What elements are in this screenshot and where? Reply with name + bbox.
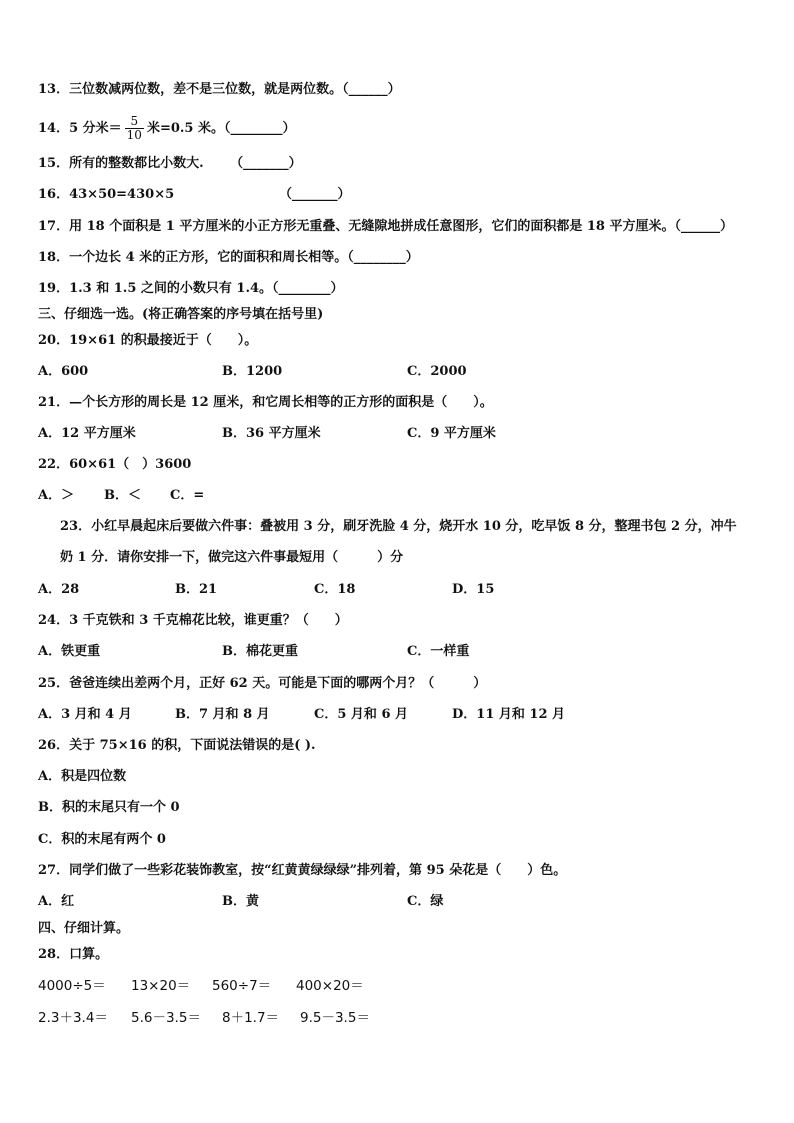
q20-option-a: A．600 (38, 364, 89, 379)
q20-option-c: C．2000 (407, 364, 467, 379)
fraction-denominator: 10 (126, 128, 142, 142)
q27-option-b: B．黄 (222, 894, 259, 909)
calc-item: 4000÷5＝ (38, 978, 106, 994)
q25-option-a: A．3 月和 4 月 (38, 707, 132, 722)
question-26: 26．关于 75×16 的积，下面说法错误的是( ). (38, 738, 316, 753)
question-16-text: 16．43×50=430×5 (38, 187, 175, 202)
question-14-suffix: 米=0.5 米。（________） (146, 121, 296, 136)
question-18: 18．一个边长 4 米的正方形，它的面积和周长相等。（________） (38, 250, 419, 265)
q23-option-d: D．15 (452, 582, 495, 597)
question-22: 22．60×61（ ）3600 (38, 457, 192, 472)
calc-item: 8＋1.7＝ (222, 1010, 280, 1026)
q21-option-a: A．12 平方厘米 (38, 426, 136, 441)
section-3-title: 三、仔细选一选。(将正确答案的序号填在括号里) (38, 307, 324, 322)
calc-item: 560÷7＝ (212, 978, 272, 994)
question-19: 19．1.3 和 1.5 之间的小数只有 1.4。（________） (38, 281, 344, 296)
q24-option-a: A．铁更重 (38, 644, 101, 659)
q23-option-a: A．28 (38, 582, 80, 597)
q25-option-c: C．5 月和 6 月 (314, 707, 409, 722)
question-28: 28．口算。 (38, 947, 109, 962)
q26-option-a: A．积是四位数 (38, 769, 127, 784)
question-13: 13．三位数减两位数，差不是三位数，就是两位数。（______） (38, 82, 401, 97)
q21-option-b: B．36 平方厘米 (222, 426, 321, 441)
question-20: 20．19×61 的积最接近于（ ）。 (38, 333, 258, 348)
q21-option-c: C．9 平方厘米 (407, 426, 496, 441)
question-15 (38, 156, 302, 172)
question-23-line-2: 奶 1 分．请你安排一下，做完这六件事最短用（ ）分 (60, 550, 404, 565)
q22-option-a: A．＞ (38, 488, 75, 503)
question-23-line-1: 23．小红早晨起床后要做六件事：叠被用 3 分，刷牙洗脸 4 分，烧开水 10 分，吃早饭 8 分，整理书包 2 分，冲牛 (60, 519, 737, 534)
question-16-answer-blank: （_______） (279, 187, 351, 202)
calc-item: 13×20＝ (131, 978, 191, 994)
question-14-prefix: 14．5 分米＝ (38, 121, 122, 136)
question-25: 25．爸爸连续出差两个月，正好 62 天。可能是下面的哪两个月？（ ） (38, 676, 487, 691)
question-24: 24．3 千克铁和 3 千克棉花比较，谁更重？（ ） (38, 613, 348, 628)
question-17: 17．用 18 个面积是 1 平方厘米的小正方形无重叠、无缝隙地拼成任意图形，它们的面积都是 18 平方厘米。（______） (38, 219, 733, 234)
q24-option-b: B．棉花更重 (222, 644, 298, 659)
question-15-text: 15．所有的整数都比小数大. (38, 156, 204, 171)
question-16 (38, 187, 174, 203)
fraction-5-10 (125, 115, 144, 142)
fraction-numerator: 5 (125, 115, 144, 129)
q22-option-c: C．= (170, 488, 205, 503)
calc-item: 2.3＋3.4＝ (38, 1010, 108, 1026)
q25-option-d: D．11 月和 12 月 (452, 707, 566, 722)
q25-option-b: B．7 月和 8 月 (175, 707, 270, 722)
calc-item: 9.5－3.5＝ (300, 1010, 370, 1026)
question-27: 27．同学们做了一些彩花装饰教室，按“红黄黄绿绿绿”排列着，第 95 朵花是（ ）色。 (38, 863, 567, 878)
q22-option-b: B．＜ (104, 488, 141, 503)
section-4-title: 四、仔细计算。 (38, 921, 130, 936)
q23-option-c: C．18 (314, 582, 356, 597)
q27-option-a: A．红 (38, 894, 75, 909)
q27-option-c: C．绿 (407, 894, 444, 909)
question-14 (38, 114, 296, 144)
calc-item: 5.6－3.5＝ (131, 1010, 201, 1026)
q26-option-c: C．积的末尾有两个 0 (38, 832, 166, 847)
question-21: 21．—个长方形的周长是 12 厘米，和它周长相等的正方形的面积是（ ）。 (38, 395, 493, 410)
q23-option-b: B．21 (175, 582, 218, 597)
question-15-answer-blank: （_______） (230, 156, 302, 171)
q24-option-c: C．一样重 (407, 644, 470, 659)
calc-item: 400×20＝ (296, 978, 364, 994)
q20-option-b: B．1200 (222, 364, 283, 379)
q26-option-b: B．积的末尾只有一个 0 (38, 800, 180, 815)
